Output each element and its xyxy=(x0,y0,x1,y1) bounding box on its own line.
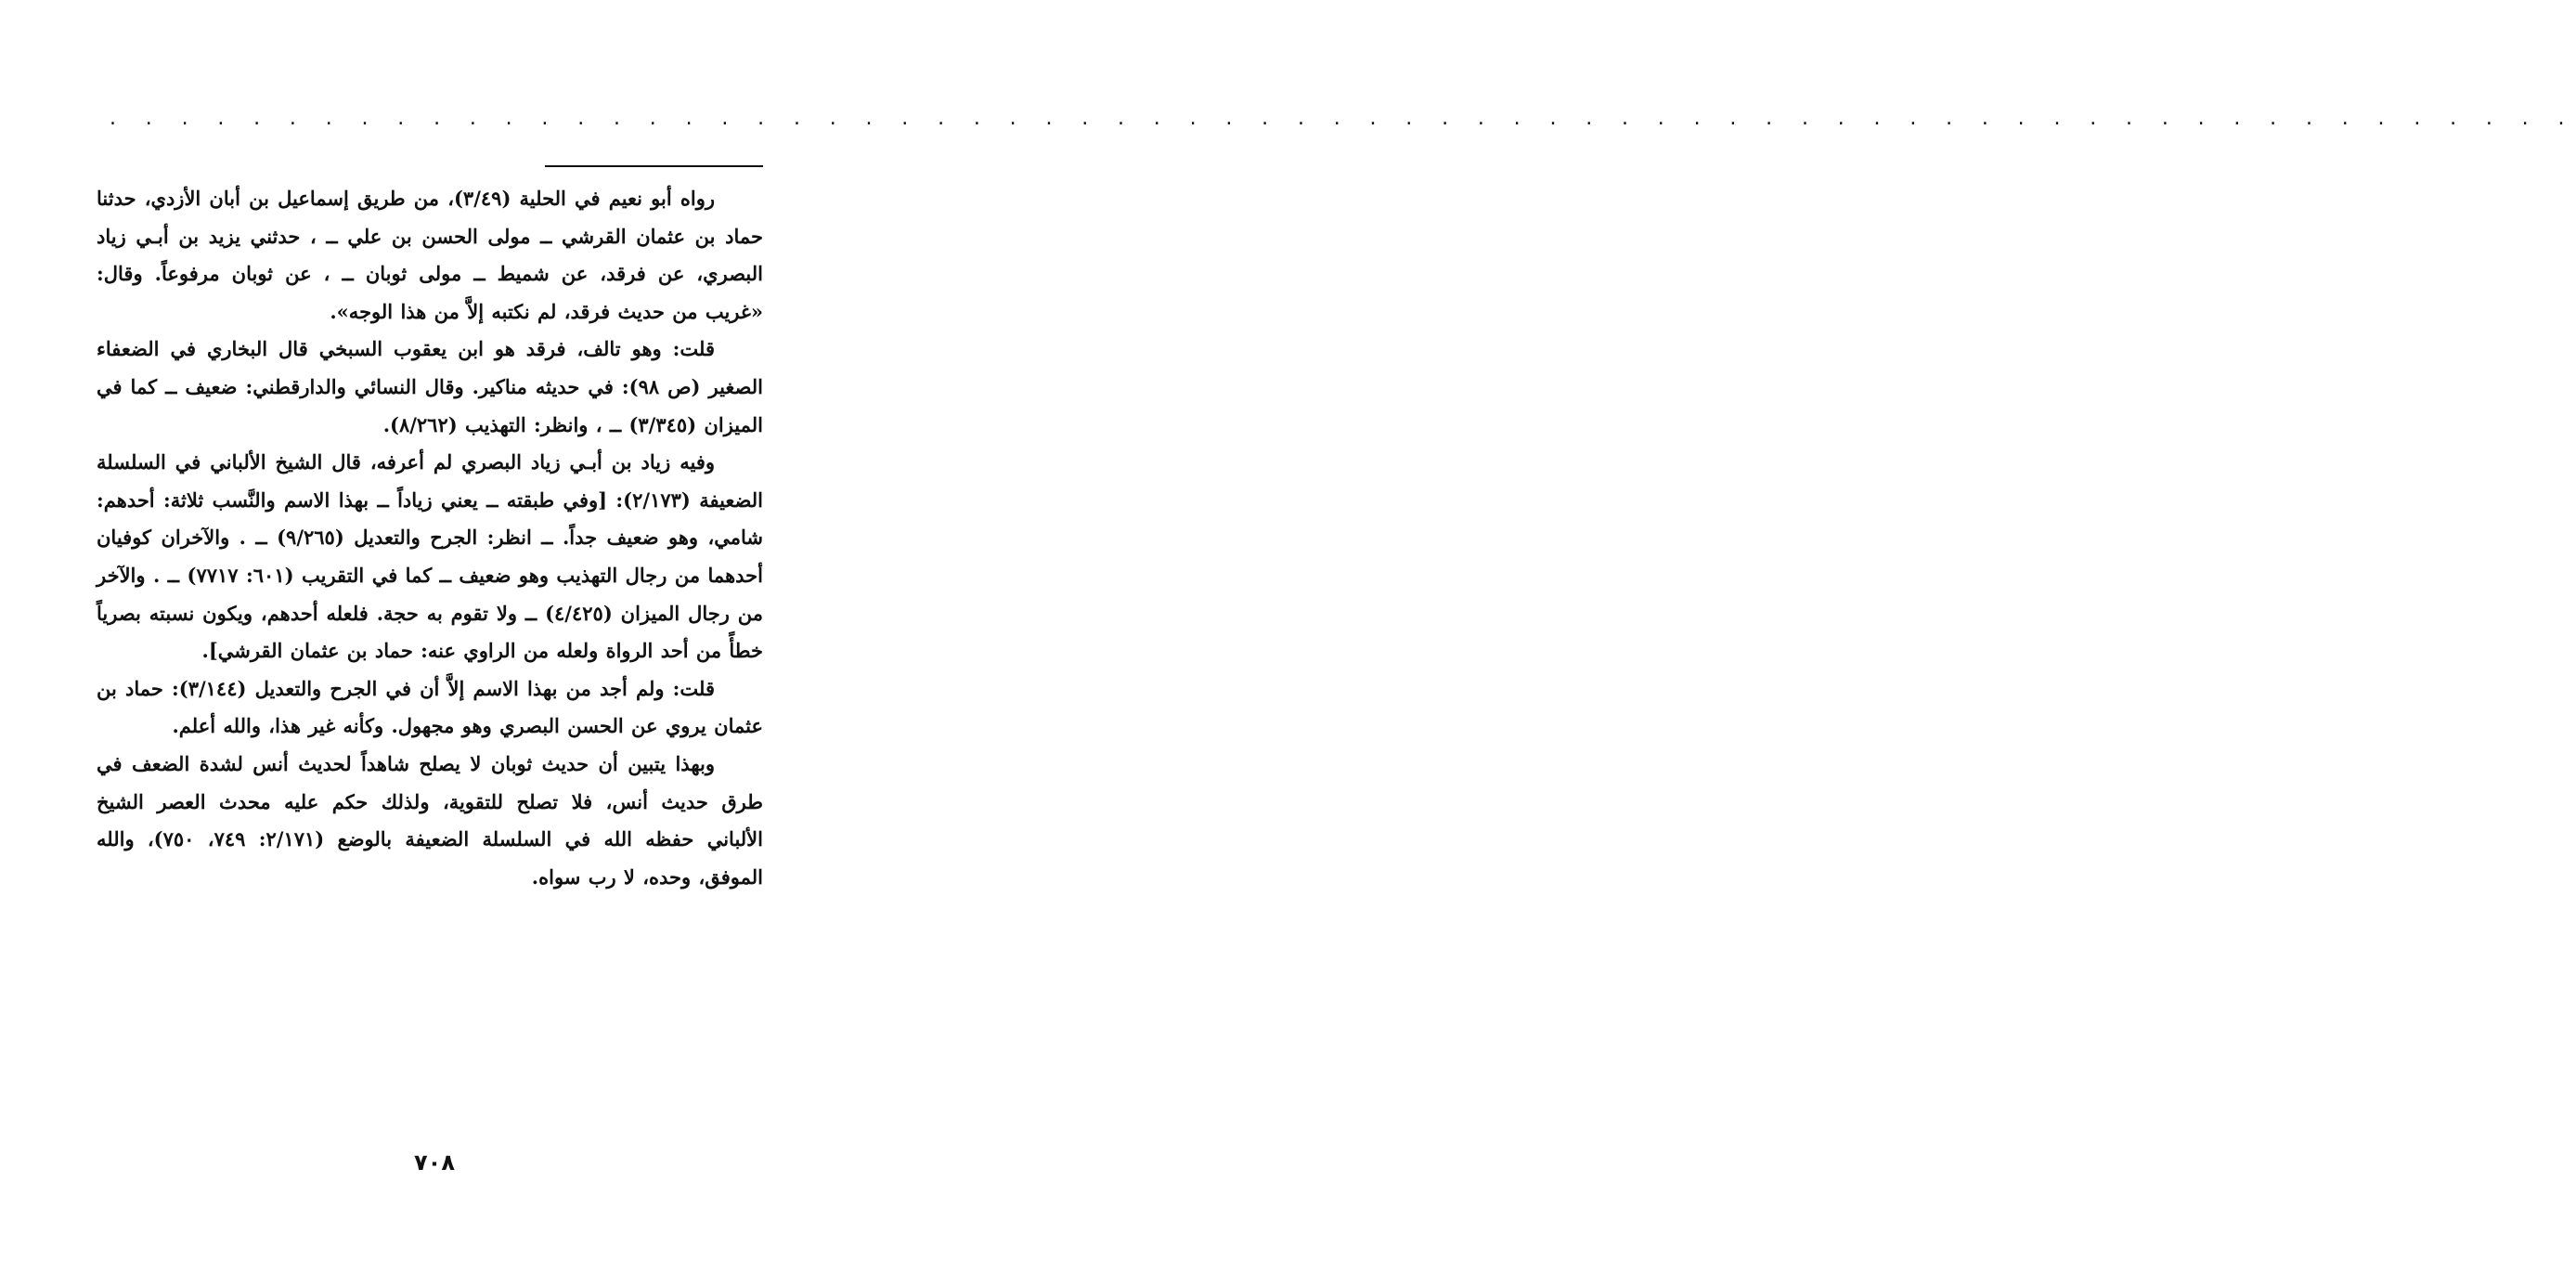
footnote-rule xyxy=(545,165,763,167)
paragraph-farqad: قلت: وهو تالف، فرقد هو ابن يعقوب السبخي قال البخاري في الضعفاء الصغير (ص ٩٨): في حديثه مناكير. وقال النسائي والدارقطني: ضعيف ــ كما في الميزان (٣/٣٤٥) ــ ، وانظر: التهذيب (٨/٢٦٢). xyxy=(97,337,763,436)
paragraph-narration: رواه أبو نعيم في الحلية (٣/٤٩)، من طريق إسماعيل بن أبان الأزدي، حدثنا حماد بن عثمان القرشي ــ مولى الحسن بن علي ــ ، حدثني يزيد بن أبـي زياد البصري، عن فرقد، عن شميط ــ مولى ثوبان ــ ، عن ثوبان مرفوعاً. وقال: «غريب من حديث فرقد، لم نكتبه إلاَّ من هذا الوجه». xyxy=(97,187,763,323)
page-number: ٧٠٨ xyxy=(414,1150,455,1176)
page-body xyxy=(97,180,763,896)
dotted-separator: . . . . . . . . . . . . . . . . . . . . . . . . . . . . . . . . . . . . . . . . . . . . . . . . . . . . . . . . . . . . . . . . . . . . . xyxy=(110,107,2576,130)
paragraph-conclusion: وبهذا يتبين أن حديث ثوبان لا يصلح شاهداً لحديث أنس لشدة الضعف في طرق حديث أنس، فلا تصلح للتقوية، ولذلك حكم عليه محدث العصر الشيخ الألباني حفظه الله في السلسلة الضعيفة بالوضع (٢/١٧١: ٧٤٩، ٧٥٠)، والله الموفق، وحده، لا رب سواه. xyxy=(97,751,763,889)
paragraph-ziyad: وفيه زياد بن أبـي زياد البصري لم أعرفه، قال الشيخ الألباني في السلسلة الضعيفة (٢/١٧٣): [وفي طبقته ــ يعني زياداً ــ بهذا الاسم والنَّسب ثلاثة: أحدهم: شامي، وهو ضعيف جداً. ــ انظر: الجرح والتعديل (٩/٢٦٥) ــ . والآخران كوفيان أحدهما من رجال التهذيب وهو ضعيف ــ كما في التقريب (٦٠١: ٧٧١٧) ــ . والآخر من رجال الميزان (٤/٤٢٥) ــ ولا تقوم به حجة. فلعله أحدهم، ويكون نسبته بصرياً خطأً من أحد الرواة ولعله من الراوي عنه: حماد بن عثمان القرشي]. xyxy=(97,450,764,663)
paragraph-hammad: قلت: ولم أجد من بهذا الاسم إلاَّ أن في الجرح والتعديل (٣/١٤٤): حماد بن عثمان يروي عن الحسن البصري وهو مجهول. وكأنه غير هذا، والله أعلم. xyxy=(97,676,763,738)
